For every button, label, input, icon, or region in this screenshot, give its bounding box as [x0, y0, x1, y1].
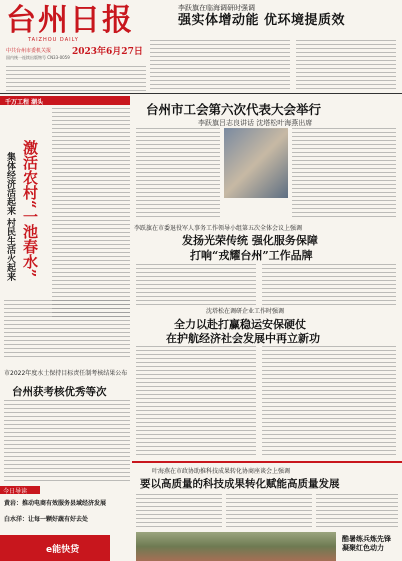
award-body-text — [4, 400, 130, 484]
divider — [0, 93, 402, 94]
tech-body-text-2 — [226, 494, 312, 530]
plenary-body-text-2 — [262, 264, 396, 308]
brief-headline-1: 黄岩：推动电商有效服务县域经济发展 — [4, 500, 107, 507]
tech-top-rule — [132, 461, 402, 463]
tech-headline: 要以高质量的科技成果转化赋能高质量发展 — [140, 478, 340, 490]
organization-label: 中共台州市委机关报 — [6, 48, 52, 54]
section-tag: 千万工程 潮头 — [0, 96, 130, 105]
lead-body-text-2 — [296, 40, 396, 90]
lead-kicker: 李跃旗在临海调研时强调 — [178, 4, 255, 12]
tech-body-text — [136, 494, 222, 530]
plenary-headline-2: 打响“戎耀台州”工作品牌 — [190, 249, 313, 262]
masthead-index-text — [6, 66, 146, 92]
economy-headline-1: 全力以赴打赢稳运安保硬仗 — [174, 318, 306, 331]
feature-body-text — [52, 108, 130, 318]
lead-body-text — [150, 40, 290, 90]
economy-headline-2: 在护航经济社会发展中再立新功 — [166, 332, 320, 345]
tech-body-text-3 — [316, 494, 398, 530]
union-headline: 台州市工会第六次代表大会举行 — [146, 102, 322, 117]
plenary-kicker: 李跃旗在市委退役军人事务工作领导小组第五次全体会议上强调 — [134, 225, 303, 232]
lead-headline: 强实体增动能 优环境提质效 — [178, 13, 346, 28]
union-subhead: 李跃旗吕志良讲话 沈塔松叶海燕出席 — [198, 119, 313, 127]
tech-kicker: 叶海燕在市政协助推科技成果转化协商座谈会上强调 — [152, 468, 291, 475]
union-body-text — [136, 128, 220, 218]
photo-caption: 酷暑练兵炼先锋 凝聚红色动力 — [342, 535, 391, 552]
feature-headline: 激活农村“一池春水” — [21, 140, 39, 278]
union-body-text-2 — [292, 128, 396, 218]
feature-body-text-2 — [4, 300, 130, 360]
brief-headline-2: 白水洋：让每一颗好蔬有好去处 — [4, 516, 89, 523]
plenary-body-text — [136, 264, 256, 308]
newspaper-logo: 台州日报 — [6, 3, 134, 38]
economy-body-text-2 — [262, 346, 396, 456]
award-headline: 台州获考核优秀等次 — [12, 386, 107, 398]
masthead — [0, 0, 150, 62]
publication-number: 国内统一连续出版物号 CN33-0059 — [6, 55, 70, 60]
briefs-tag: 今日导读 — [0, 486, 40, 494]
award-kicker: 市2022年度水土保持目标责任制考核结果公布 — [4, 370, 128, 377]
lead-story — [178, 4, 398, 29]
issue-date: 2023年6月27日 — [72, 47, 143, 57]
logo-pinyin: TAIZHOU DAILY — [28, 37, 79, 43]
bank-ad: e能快贷 — [0, 535, 110, 561]
news-photo — [136, 532, 336, 561]
economy-kicker: 沈塔松在调研企业工作时强调 — [206, 308, 285, 315]
feature-subhead: 集体经济活起来 村民生活火起来 — [5, 152, 15, 282]
economy-body-text — [136, 346, 256, 456]
union-photo — [224, 128, 288, 198]
plenary-headline-1: 发扬光荣传统 强化服务保障 — [182, 234, 318, 247]
